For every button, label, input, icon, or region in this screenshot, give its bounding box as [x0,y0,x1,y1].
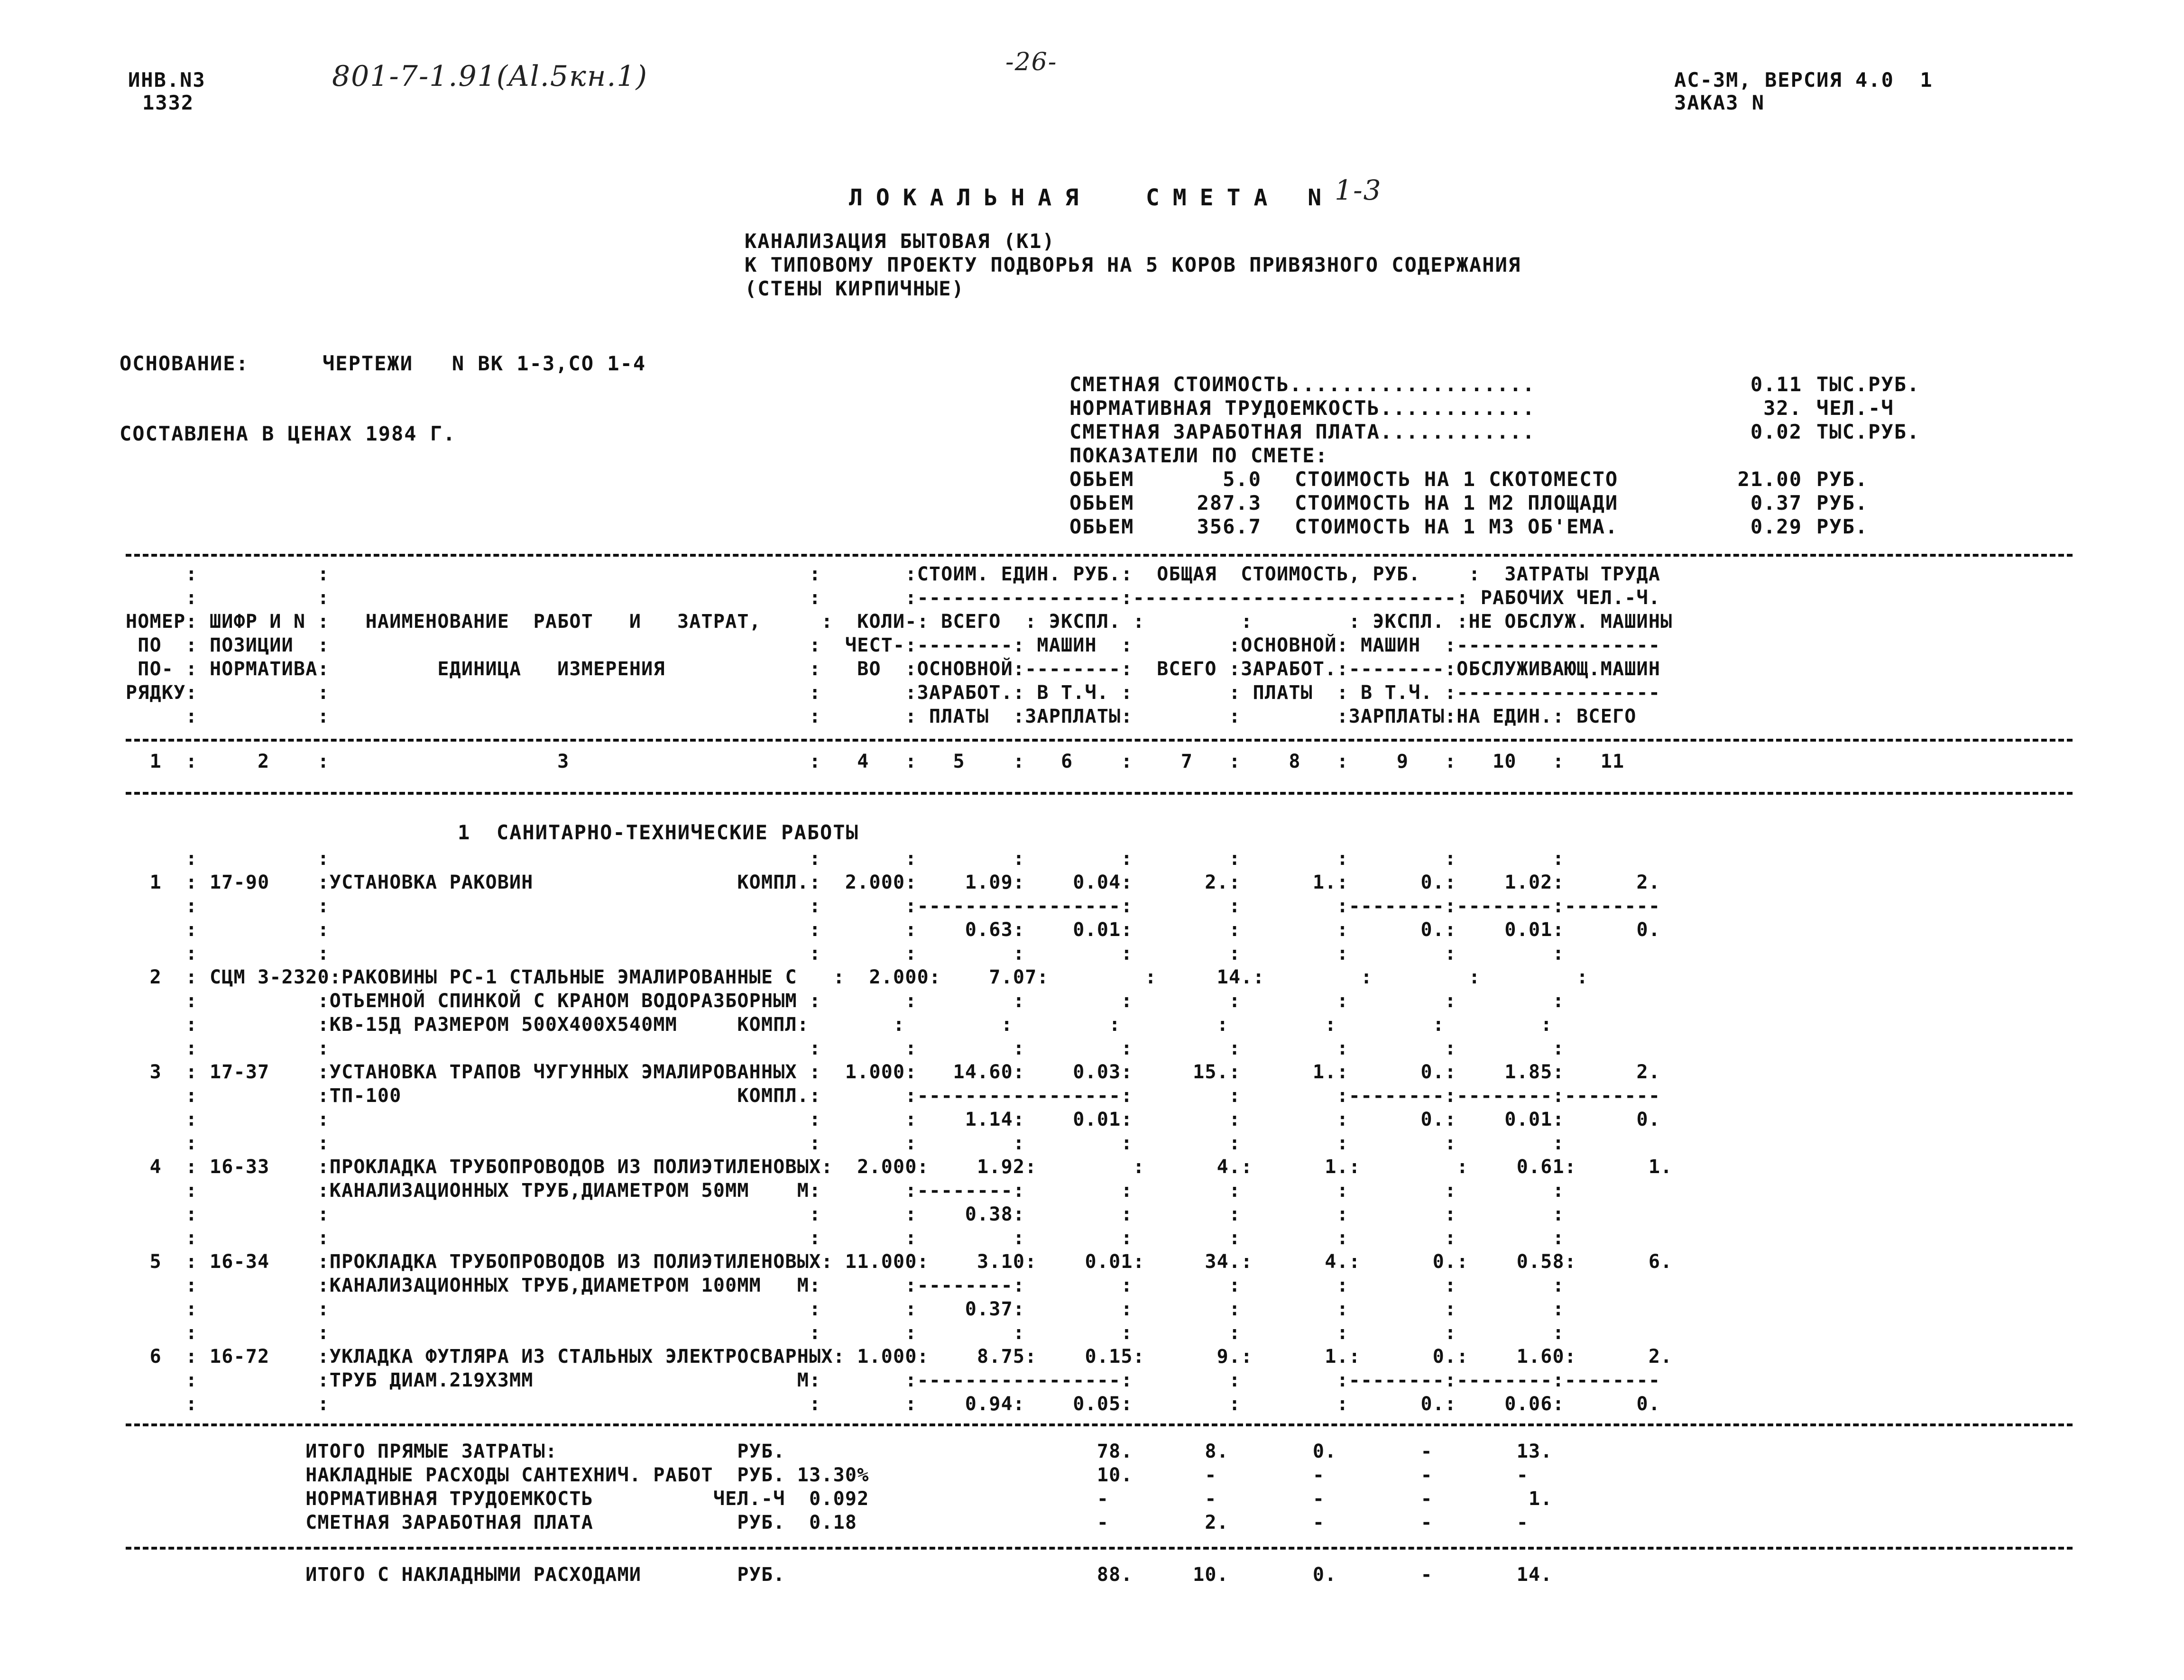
row-line: : : : : 0.94: 0.05: : : 0.: 0.06: 0. [126,1393,1661,1415]
subtitle-line-1: КАНАЛИЗАЦИЯ БЫТОВАЯ (К1) [745,230,1055,253]
document-number: 1-3 [1335,174,1382,206]
row-line: : :КАНАЛИЗАЦИОННЫХ ТРУБ,ДИАМЕТРОМ 50ММ М: :--------: : : : : : [126,1180,1565,1202]
document-title [849,174,1382,211]
indicator-label: ОБЬЕМ [1069,468,1134,491]
row-line: : : : : : : : : : : [126,1037,1565,1059]
indicator-desc: СТОИМОСТЬ НА 1 М2 ПЛОЩАДИ [1295,491,1619,514]
summary-value: 32. [1763,396,1802,420]
header-line: ПО- : НОРМАТИВА: ЕДИНИЦА ИЗМЕРЕНИЯ : ВО :ОСНОВНОЙ:--------: ВСЕГО :ЗАРАБОТ.:--------:ОБСЛУЖИВАЮЩ.МАШИН [126,658,1661,680]
row-line: : : : : 0.63: 0.01: : : 0.: 0.01: 0. [126,919,1661,941]
row-line: 5 : 16-34 :ПРОКЛАДКА ТРУБОПРОВОДОВ ИЗ ПОЛИЭТИЛЕНОВЫХ: 11.000: 3.10: 0.01: 34.: 4.: 0.: 0.58: 6. [126,1251,1673,1273]
grand-total-line: ИТОГО С НАКЛАДНЫМИ РАСХОДАМИ РУБ. 88. 10. 0. - 14. [126,1564,1553,1586]
row-line: : :ОТЬЕМНОЙ СПИНКОЙ С КРАНОМ ВОДОРАЗБОРНЫМ : : : : : : : : [126,990,1565,1012]
handwritten-reference: 801-7-1.91(Al.5кн.1) [332,60,648,93]
row-line: 4 : 16-33 :ПРОКЛАДКА ТРУБОПРОВОДОВ ИЗ ПОЛИЭТИЛЕНОВЫХ: 2.000: 1.92: : 4.: 1.: : 0.61: 1. [126,1156,1673,1178]
header-line: ПО : ПОЗИЦИИ : : ЧЕСТ-:--------: МАШИН : :ОСНОВНОЙ: МАШИН :----------------- [126,634,1661,656]
row-line: : : : : : : : : : : [126,943,1565,964]
document-title-text: ЛОКАЛЬНАЯ СМЕТА N [849,184,1335,211]
table-top-rule [126,554,2073,557]
indicator-unit: РУБ. [1816,468,1869,491]
inventory-number: 1332 [142,91,194,114]
indicators-label: ПОКАЗАТЕЛИ ПО СМЕТЕ: [1069,444,1328,467]
summary-unit: ЧЕЛ.-Ч [1816,396,1894,420]
header-line: : : : :СТОИМ. ЕДИН. РУБ.: ОБЩАЯ СТОИМОСТЬ, РУБ. : ЗАТРАТЫ ТРУДА [126,563,1661,585]
row-line: : :КВ-15Д РАЗМЕРОМ 500Х400Х540ММ КОМПЛ: : : : : : : : [126,1014,1553,1036]
section-title: 1 САНИТАРНО-ТЕХНИЧЕСКИЕ РАБОТЫ [458,821,859,844]
row-line: : : : : 0.37: : : : : : [126,1298,1565,1320]
summary-label: СМЕТНАЯ СТОИМОСТЬ................... [1069,373,1536,396]
totals-line: ИТОГО ПРЯМЫЕ ЗАТРАТЫ: РУБ. 78. 8. 0. - 13. [126,1441,1553,1462]
row-line: : : : : 0.38: : : : : : [126,1203,1565,1225]
row-line: : : : : : : : : : : [126,848,1565,870]
row-line: 3 : 17-37 :УСТАНОВКА ТРАПОВ ЧУГУННЫХ ЭМАЛИРОВАННЫХ : 1.000: 14.60: 0.03: 15.: 1.: 0.: 1.85: 2. [126,1061,1661,1083]
row-line: : : : : : : : : : : [126,1132,1565,1154]
row-line: : : : : 1.14: 0.01: : : 0.: 0.01: 0. [126,1109,1661,1130]
column-numbers-rule [126,792,2073,795]
indicator-qty: 356.7 [1197,515,1262,538]
row-line: : :ТП-100 КОМПЛ.: :-----------------: : :--------:--------:-------- [126,1085,1661,1107]
column-numbers: 1 : 2 : 3 : 4 : 5 : 6 : 7 : 8 : 9 : 10 : 11 [126,751,1625,772]
header-line: НОМЕР: ШИФР И N : НАИМЕНОВАНИЕ РАБОТ И ЗАТРАТ, : КОЛИ-: ВСЕГО : ЭКСПЛ. : : : ЭКСПЛ. :НЕ ОБСЛУЖ. МАШИНЫ [126,611,1673,633]
row-line: 1 : 17-90 :УСТАНОВКА РАКОВИН КОМПЛ.: 2.000: 1.09: 0.04: 2.: 1.: 0.: 1.02: 2. [126,872,1661,893]
row-line: : : : : : : : : : : [126,1322,1565,1344]
header-line: РЯДКУ: : : :ЗАРАБОТ.: В Т.Ч. : : ПЛАТЫ : В Т.Ч. :----------------- [126,682,1661,704]
indicator-label: ОБЬЕМ [1069,515,1134,538]
indicator-unit: РУБ. [1816,515,1869,538]
indicator-value: 0.29 [1750,515,1802,538]
row-line: : :КАНАЛИЗАЦИОННЫХ ТРУБ,ДИАМЕТРОМ 100ММ М: :--------: : : : : : [126,1275,1565,1296]
summary-value: 0.11 [1750,373,1802,396]
row-line: 2 : СЦМ 3-2320:РАКОВИНЫ РС-1 СТАЛЬНЫЕ ЭМАЛИРОВАННЫЕ С : 2.000: 7.07: : 14.: : : : [126,966,1589,988]
indicator-qty: 5.0 [1223,468,1262,491]
totals-line: НОРМАТИВНАЯ ТРУДОЕМКОСТЬ ЧЕЛ.-Ч 0.092 - - - - 1. [126,1488,1553,1510]
indicator-label: ОБЬЕМ [1069,491,1134,514]
order-number: ЗАКАЗ N [1674,91,1765,114]
indicator-qty: 287.3 [1197,491,1262,514]
subtitle-line-2: К ТИПОВОМУ ПРОЕКТУ ПОДВОРЬЯ НА 5 КОРОВ ПРИВЯЗНОГО СОДЕРЖАНИЯ [745,253,1521,276]
summary-label: НОРМАТИВНАЯ ТРУДОЕМКОСТЬ............ [1069,396,1536,420]
totals-line: СМЕТНАЯ ЗАРАБОТНАЯ ПЛАТА РУБ. 0.18 - 2. - - - [126,1512,1529,1533]
totals-rule [126,1423,2073,1426]
basis-label: ОСНОВАНИЕ: [120,352,249,375]
header-line: : : : : ПЛАТЫ :ЗАРПЛАТЫ: : :ЗАРПЛАТЫ:НА ЕДИН.: ВСЕГО [126,706,1637,727]
page-number: -26- [1005,48,1058,76]
header-rule [126,739,2073,742]
summary-label: СМЕТНАЯ ЗАРАБОТНАЯ ПЛАТА............ [1069,420,1536,443]
row-line: : : : :-----------------: : :--------:--------:-------- [126,895,1661,917]
prices-note: СОСТАВЛЕНА В ЦЕНАХ 1984 Г. [120,422,456,445]
final-rule [126,1547,2073,1550]
indicator-unit: РУБ. [1816,491,1869,514]
header-line: : : : :-----------------:---------------------------: РАБОЧИХ ЧЕЛ.-Ч. [126,587,1661,609]
indicator-value: 0.37 [1750,491,1802,514]
program-version: АС-3М, ВЕРСИЯ 4.0 1 [1674,68,1933,92]
subtitle-line-3: (СТЕНЫ КИРПИЧНЫЕ) [745,277,965,300]
indicator-value: 21.00 [1737,468,1802,491]
indicator-desc: СТОИМОСТЬ НА 1 СКОТОМЕСТО [1295,468,1619,491]
inventory-label: ИНВ.N3 [128,68,206,92]
basis-value: ЧЕРТЕЖИ N ВК 1-3,СО 1-4 [323,352,646,375]
summary-unit: ТЫС.РУБ. [1816,420,1920,443]
summary-value: 0.02 [1750,420,1802,443]
row-line: 6 : 16-72 :УКЛАДКА ФУТЛЯРА ИЗ СТАЛЬНЫХ ЭЛЕКТРОСВАРНЫХ: 1.000: 8.75: 0.15: 9.: 1.: 0.: 1.60: 2. [126,1346,1673,1368]
totals-line: НАКЛАДНЫЕ РАСХОДЫ САНТЕХНИЧ. РАБОТ РУБ. 13.30% 10. - - - - [126,1464,1529,1486]
row-line: : :ТРУБ ДИАМ.219Х3ММ М: :-----------------: : :--------:--------:-------- [126,1369,1661,1391]
summary-unit: ТЫС.РУБ. [1816,373,1920,396]
indicator-desc: СТОИМОСТЬ НА 1 М3 ОБ'ЕМА. [1295,515,1619,538]
row-line: : : : : : : : : : : [126,1227,1565,1249]
